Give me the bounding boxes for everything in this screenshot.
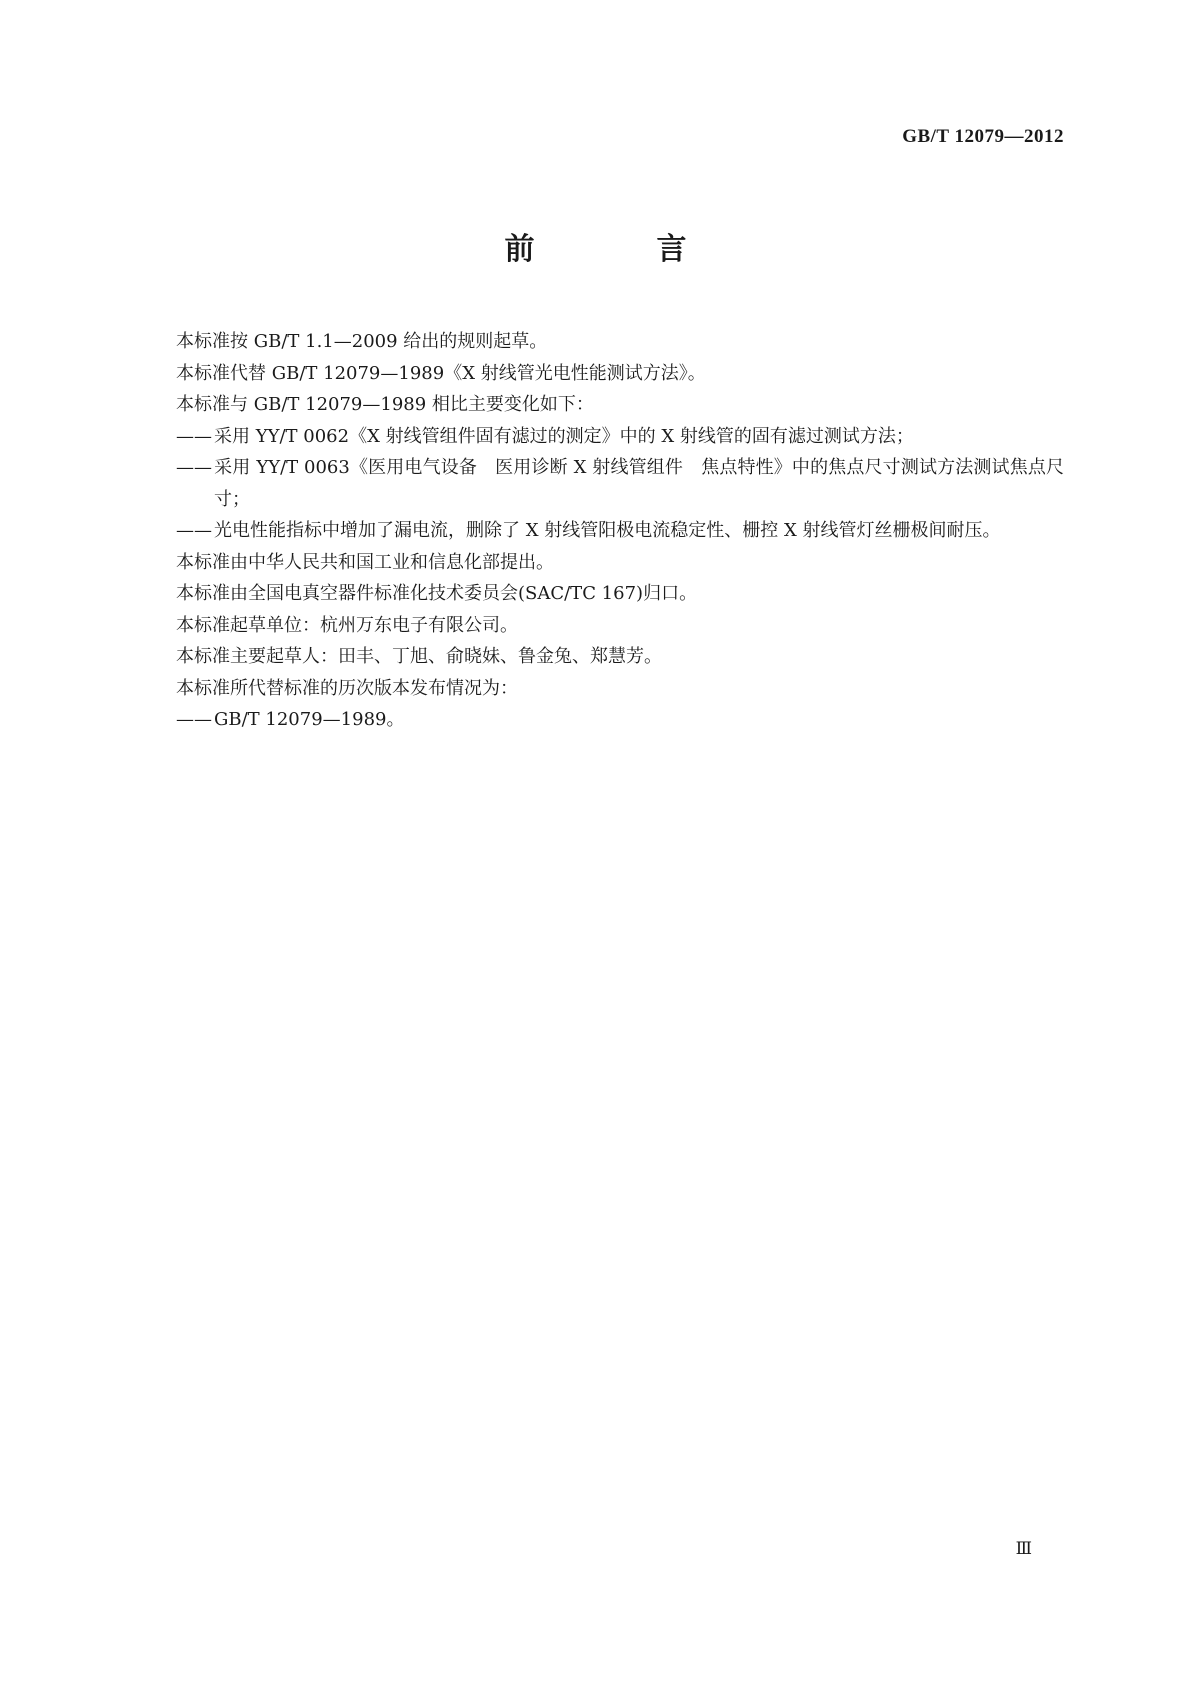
paragraph-proposed-by: 本标准由中华人民共和国工业和信息化部提出。 bbox=[176, 551, 554, 573]
page-title: 前 言 bbox=[504, 232, 733, 267]
change-item-1 bbox=[176, 421, 1064, 453]
change-item-1-text: 采用 YY/T 0062《X 射线管组件固有滤过的测定》中的 X 射线管的固有滤过测试方法； bbox=[214, 425, 914, 447]
change-item-3 bbox=[176, 515, 1064, 547]
history-item-1-text: GB/T 12079—1989。 bbox=[214, 709, 405, 730]
paragraph-centralized-by: 本标准由全国电真空器件标准化技术委员会(SAC/TC 167)归口。 bbox=[176, 583, 698, 604]
change-item-2-text: 采用 YY/T 0063《医用电气设备 医用诊断 X 射线管组件 焦点特性》中的焦点尺寸测试方法测试焦点尺寸； bbox=[214, 457, 1064, 510]
dash-marker: —— bbox=[176, 520, 212, 541]
paragraph-drafting-rules: 本标准按 GB/T 1.1—2009 给出的规则起草。 bbox=[176, 331, 548, 352]
paragraph-version-history: 本标准所代替标准的历次版本发布情况为： bbox=[176, 677, 518, 699]
paragraph-drafting-unit: 本标准起草单位：杭州万东电子有限公司。 bbox=[176, 614, 518, 636]
page-number: Ⅲ bbox=[1015, 1539, 1032, 1558]
foreword-body bbox=[176, 326, 1064, 736]
paragraph-drafters: 本标准主要起草人：田丰、丁旭、俞晓妹、鲁金兔、郑慧芳。 bbox=[176, 646, 662, 667]
change-item-2 bbox=[176, 452, 1064, 515]
dash-marker: —— bbox=[176, 457, 212, 478]
dash-marker: —— bbox=[176, 709, 212, 730]
paragraph-replaces: 本标准代替 GB/T 12079—1989《X 射线管光电性能测试方法》。 bbox=[176, 362, 706, 384]
history-item-1 bbox=[176, 704, 1064, 736]
paragraph-main-changes: 本标准与 GB/T 12079—1989 相比主要变化如下： bbox=[176, 394, 594, 415]
document-code: GB/T 12079—2012 bbox=[902, 126, 1064, 147]
change-item-3-text: 光电性能指标中增加了漏电流，删除了 X 射线管阳极电流稳定性、栅控 X 射线管灯丝栅极间耐压。 bbox=[214, 520, 1001, 541]
dash-marker: —— bbox=[176, 425, 212, 447]
